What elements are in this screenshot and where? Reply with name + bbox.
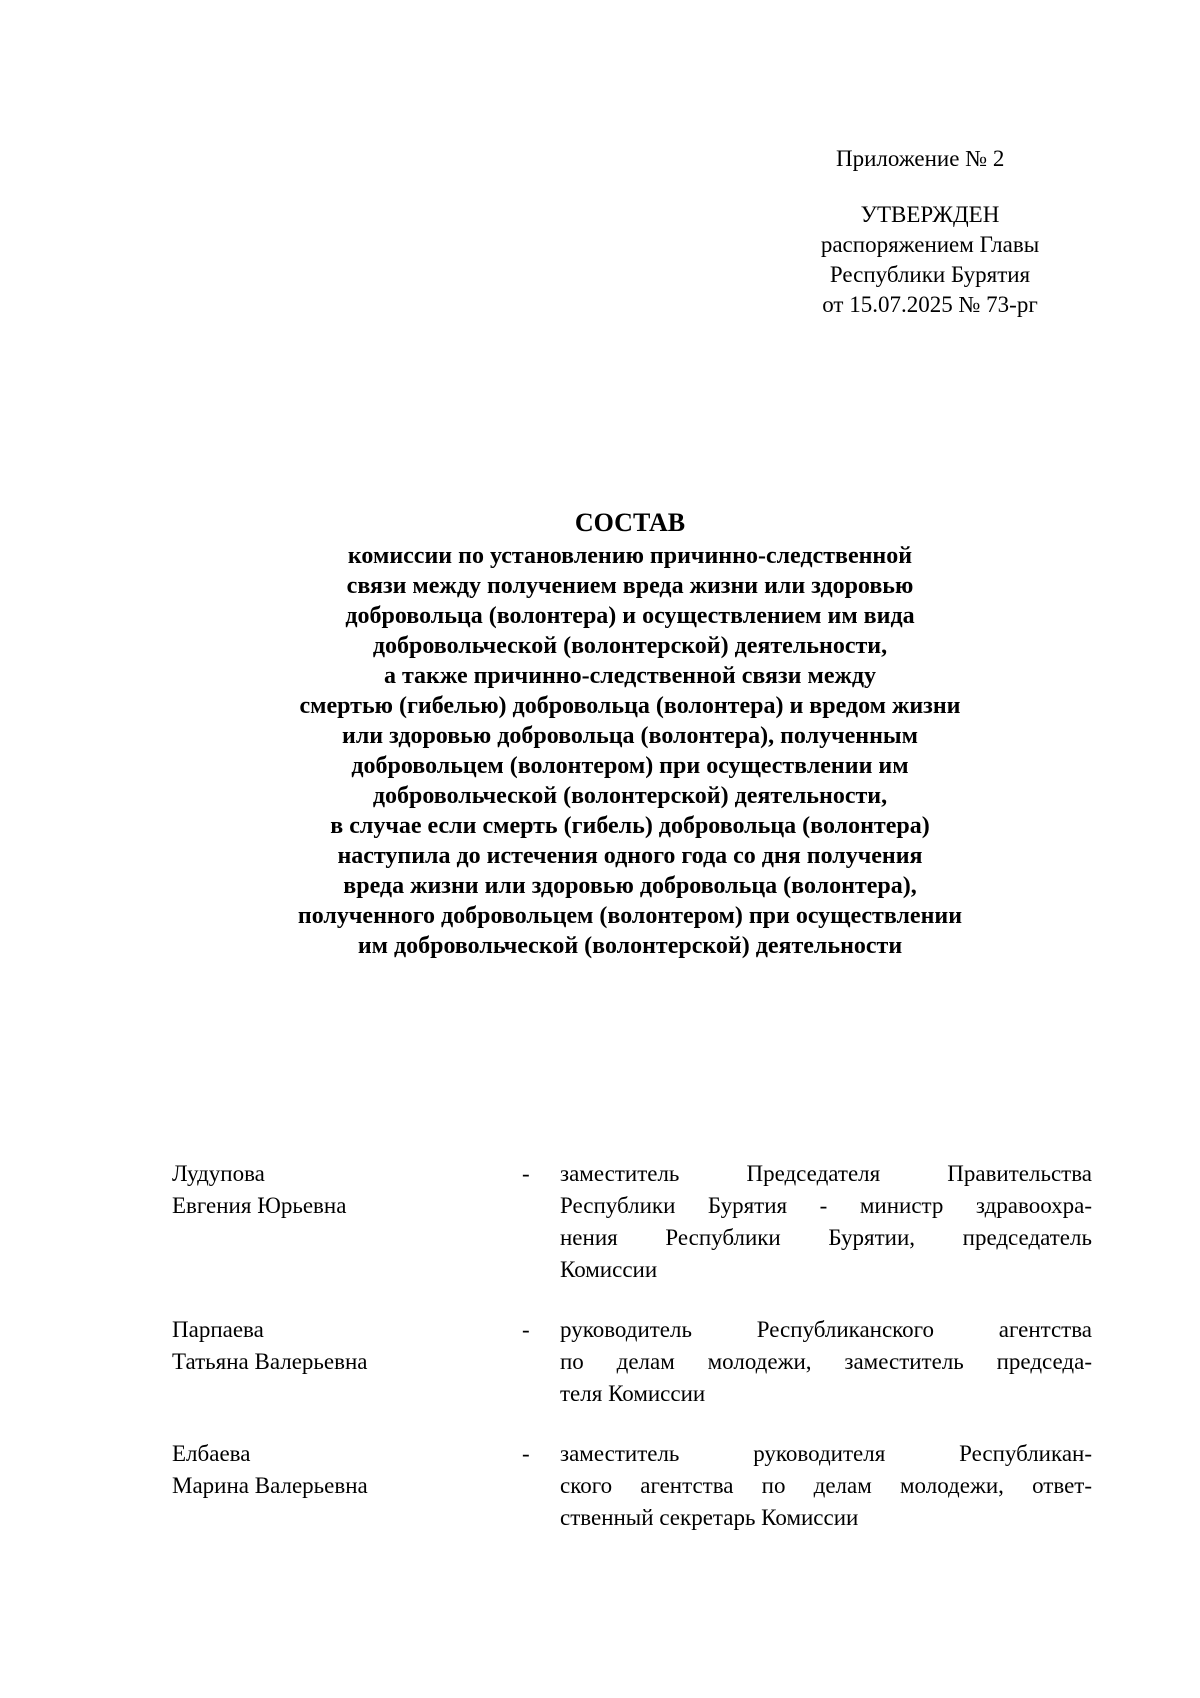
document-title (160, 505, 1100, 961)
title-line: добровольческой (волонтерской) деятельности, (372, 633, 888, 659)
title-heading: СОСТАВ (574, 508, 686, 537)
approval-line: Республики Бурятия (829, 262, 1031, 287)
approval-line: УТВЕРЖДЕН (860, 202, 1000, 227)
appendix-number: Приложение № 2 (836, 146, 1005, 171)
title-line: полученного добровольцем (волонтером) при осуществлении (297, 903, 963, 929)
member-given-names: Марина Валерьевна (172, 1473, 368, 1498)
title-line: связи между получением вреда жизни или здоровью (346, 573, 914, 599)
member-surname: Елбаева (172, 1441, 251, 1466)
member-role-line: ского агентства по делам молодежи, ответ- (560, 1473, 1092, 1498)
commission-members-list (172, 1158, 1092, 1562)
member-role-line: теля Комиссии (560, 1381, 706, 1406)
member-given-names: Татьяна Валерьевна (172, 1349, 368, 1374)
member-role-line: заместитель руководителя Республикан- (560, 1441, 1092, 1466)
title-line: смертью (гибелью) добровольца (волонтера) и вредом жизни (299, 693, 961, 719)
member-role (560, 1314, 1092, 1410)
title-line: наступила до истечения одного года со дня получения (337, 843, 923, 869)
title-line: в случае если смерть (гибель) добровольца (волонтера) (330, 813, 930, 839)
title-line: добровольца (волонтера) и осуществлением им вида (345, 603, 915, 629)
member-entry (172, 1158, 1092, 1286)
member-dash: - (522, 1317, 530, 1342)
title-line: им добровольческой (волонтерской) деятельности (357, 933, 903, 959)
title-line: добровольцем (волонтером) при осуществлении им (351, 753, 909, 779)
member-name (172, 1314, 522, 1410)
title-line: добровольческой (волонтерской) деятельности, (372, 783, 888, 809)
member-name (172, 1438, 522, 1534)
title-line: вреда жизни или здоровью добровольца (волонтера), (343, 873, 917, 899)
member-dash: - (522, 1441, 530, 1466)
member-role (560, 1438, 1092, 1534)
approval-line: распоряжением Главы (820, 232, 1040, 257)
member-role-line: нения Республики Бурятии, председатель (560, 1225, 1092, 1250)
member-role-line: руководитель Республиканского агентства (560, 1317, 1092, 1342)
member-name (172, 1158, 522, 1286)
member-surname: Парпаева (172, 1317, 264, 1342)
approval-line: от 15.07.2025 № 73-рг (822, 292, 1038, 317)
title-line: комиссии по установлению причинно-следственной (347, 543, 913, 569)
member-entry (172, 1314, 1092, 1410)
member-role-line: ственный секретарь Комиссии (560, 1505, 859, 1530)
member-role-line: Комиссии (560, 1257, 658, 1282)
member-role-line: Республики Бурятия - министр здравоохра- (560, 1193, 1092, 1218)
member-role-line: заместитель Председателя Правительства (560, 1161, 1092, 1186)
member-given-names: Евгения Юрьевна (172, 1193, 347, 1218)
member-role-line: по делам молодежи, заместитель председа- (560, 1349, 1092, 1374)
title-line: а также причинно-следственной связи между (383, 663, 877, 689)
member-dash: - (522, 1161, 530, 1186)
member-role (560, 1158, 1092, 1286)
member-entry (172, 1438, 1092, 1534)
approval-stamp (800, 200, 1060, 320)
member-surname: Лудупова (172, 1161, 265, 1186)
title-line: или здоровью добровольца (волонтера), полученным (341, 723, 919, 749)
